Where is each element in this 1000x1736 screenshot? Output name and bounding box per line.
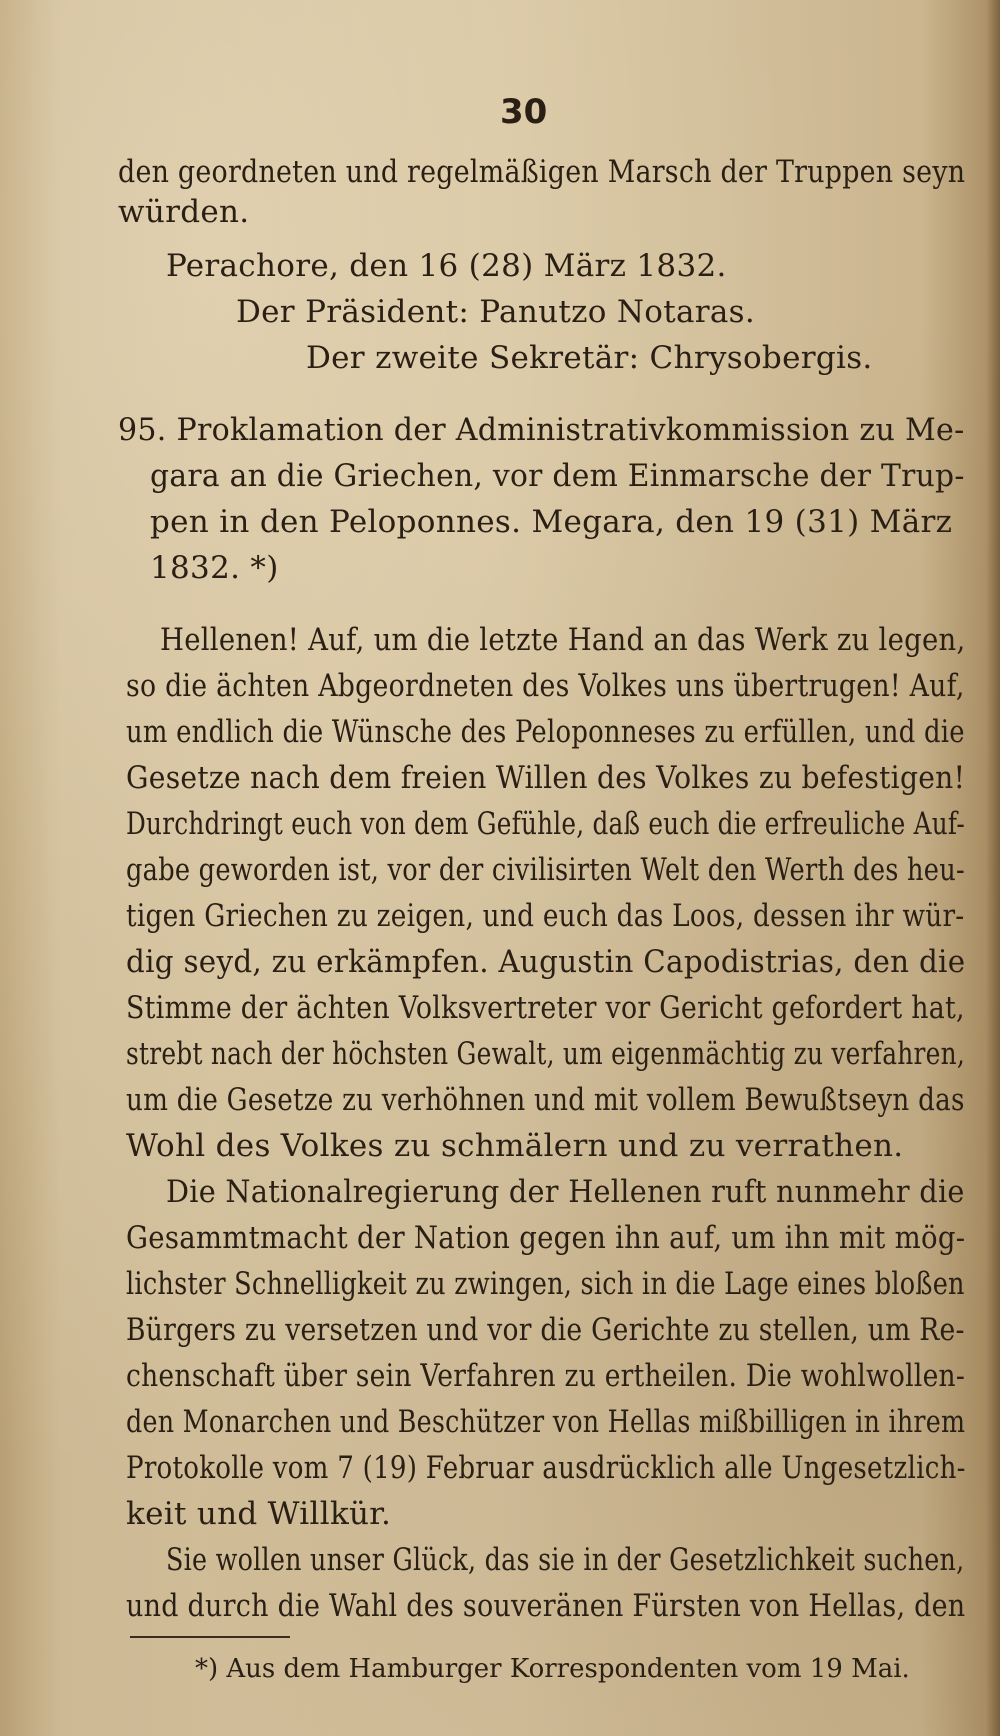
paragraph-1-line-3: um endlich die Wünsche des Peloponneses zu erfüllen, und die — [126, 714, 965, 750]
section-heading-line-2: gara an die Griechen, vor dem Einmarsche der Trup- — [150, 458, 965, 494]
text-line-2: würden. — [118, 194, 250, 230]
paragraph-2-line-2: Gesammtmacht der Nation gegen ihn auf, um ihn mit mög- — [126, 1220, 966, 1256]
paragraph-1-line-6: gabe geworden ist, vor der civilisirten Welt den Werth des heu- — [126, 852, 965, 888]
section-heading-line-4: 1832. *) — [150, 550, 279, 586]
paragraph-2-line-8: keit und Willkür. — [126, 1496, 392, 1532]
footnote: *) Aus dem Hamburger Korrespondenten vom 19 Mai. — [195, 1654, 910, 1684]
paragraph-2-line-4: Bürgers zu versetzen und vor die Gerichte zu stellen, um Re- — [126, 1312, 965, 1348]
paragraph-2-line-3: lichster Schnelligkeit zu zwingen, sich in die Lage eines bloßen — [126, 1266, 965, 1302]
footnote-rule — [130, 1636, 290, 1638]
paragraph-1-line-9: Stimme der ächten Volksvertreter vor Gericht gefordert hat, — [126, 990, 965, 1026]
paragraph-2-line-1: Die Nationalregierung der Hellenen ruft nunmehr die — [166, 1174, 965, 1210]
text-line-1: den geordneten und regelmäßigen Marsch der Truppen seyn — [118, 154, 966, 190]
section-heading-line-3: pen in den Peloponnes. Megara, den 19 (31) März — [150, 504, 953, 540]
paragraph-2-line-6: den Monarchen und Beschützer von Hellas mißbilligen in ihrem — [126, 1404, 966, 1440]
paragraph-1-line-12: Wohl des Volkes zu schmälern und zu verrathen. — [126, 1128, 904, 1164]
signature-president: Der Präsident: Panutzo Notaras. — [236, 294, 756, 330]
page-number: 30 — [500, 92, 548, 132]
paragraph-2-line-5: chenschaft über sein Verfahren zu ertheilen. Die wohlwollen- — [126, 1358, 966, 1394]
signature-secretary: Der zweite Sekretär: Chrysobergis. — [306, 340, 873, 376]
page-edge-shadow — [986, 0, 1000, 1736]
paragraph-1-line-7: tigen Griechen zu zeigen, und euch das Loos, dessen ihr wür- — [126, 898, 965, 934]
paragraph-1-line-2: so die ächten Abgeordneten des Volkes uns übertrugen! Auf, — [126, 668, 965, 704]
paragraph-1-line-11: um die Gesetze zu verhöhnen und mit vollem Bewußtseyn das — [126, 1082, 965, 1118]
paragraph-1-line-5: Durchdringt euch von dem Gefühle, daß euch die erfreuliche Auf- — [126, 806, 965, 842]
paragraph-2-line-7: Protokolle vom 7 (19) Februar ausdrücklich alle Ungesetzlich- — [126, 1450, 966, 1486]
paragraph-3-line-2: und durch die Wahl des souveränen Fürsten von Hellas, den — [126, 1588, 966, 1624]
paragraph-1-line-8: dig seyd, zu erkämpfen. Augustin Capodistrias, den die — [126, 944, 966, 980]
section-heading-line-1: 95. Proklamation der Administrativkommission zu Me- — [118, 412, 965, 448]
paragraph-1-line-10: strebt nach der höchsten Gewalt, um eigenmächtig zu verfahren, — [126, 1036, 965, 1072]
paragraph-1-line-1: Hellenen! Auf, um die letzte Hand an das Werk zu legen, — [160, 622, 966, 658]
dateline: Perachore, den 16 (28) März 1832. — [166, 248, 727, 284]
paragraph-1-line-4: Gesetze nach dem freien Willen des Volkes zu befestigen! — [126, 760, 966, 796]
paragraph-3-line-1: Sie wollen unser Glück, das sie in der Gesetzlichkeit suchen, — [166, 1542, 965, 1578]
